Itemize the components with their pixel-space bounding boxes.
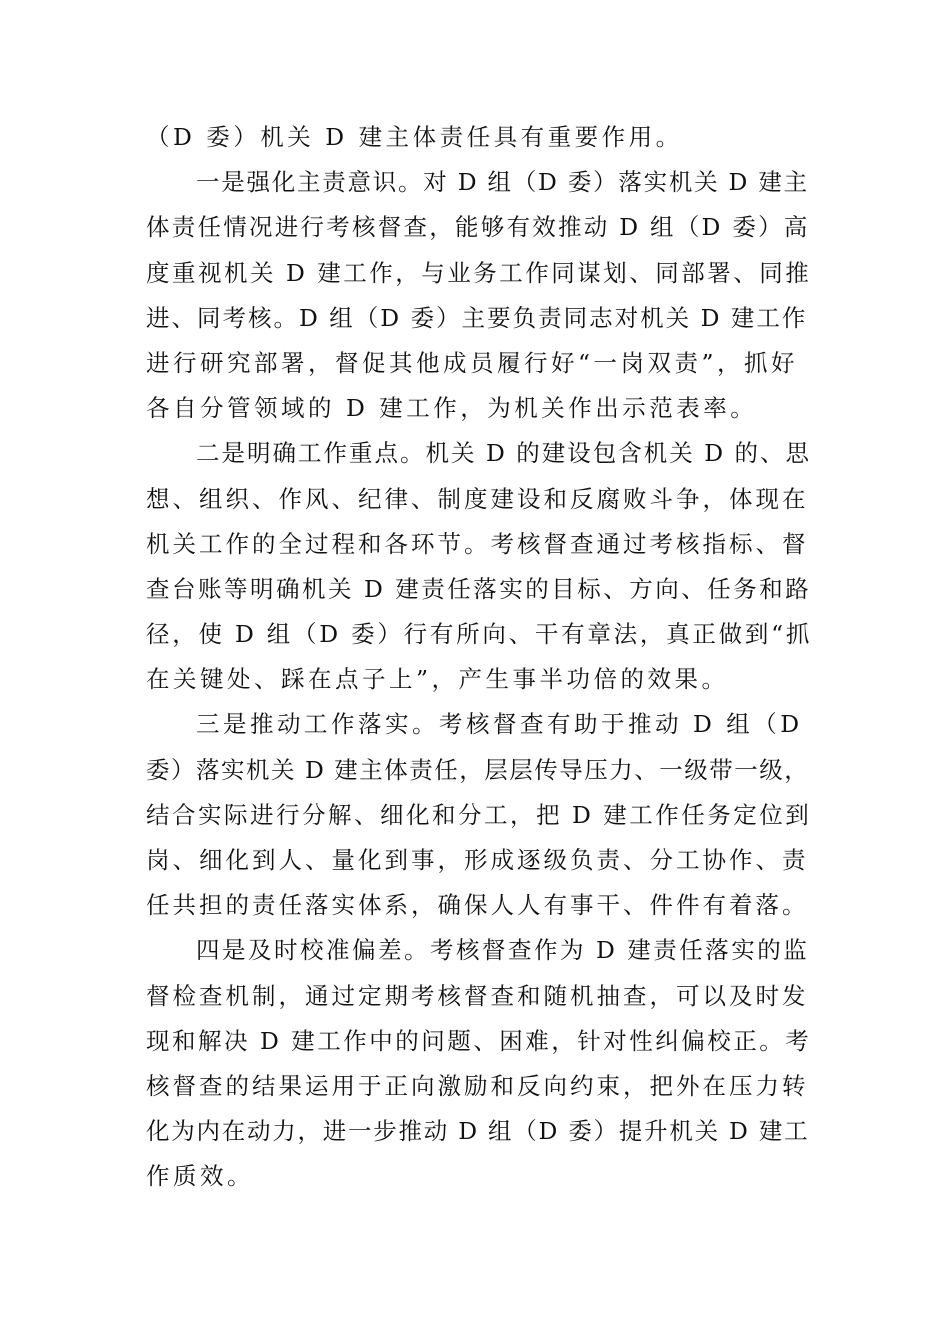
text-line: 进、同考核。D 组（D 委）主要负责同志对机关 D 建工作 bbox=[146, 303, 808, 332]
text-line: 进行研究部署，督促其他成员履行好“一岗双责”，抓好 bbox=[146, 348, 799, 377]
text-line: 任共担的责任落实体系，确保人人有事干、件件有着落。 bbox=[146, 891, 809, 920]
paragraph-first-line: 四是及时校准偏差。考核督查作为 D 建责任落实的监 bbox=[196, 936, 810, 965]
text-line: 在关键处、踩在点子上”，产生事半功倍的效果。 bbox=[146, 665, 729, 694]
document-body bbox=[146, 115, 814, 1200]
text-line: 现和解决 D 建工作中的问题、困难，针对性纠偏校正。考 bbox=[146, 1026, 812, 1055]
text-line: 度重视机关 D 建工作，与业务工作同谋划、同部署、同推 bbox=[146, 258, 812, 287]
text-line: 核督查的结果运用于正向激励和反向约束，把外在压力转 bbox=[146, 1071, 809, 1100]
text-line: 督检查机制，通过定期考核督查和随机抽查，可以及时发 bbox=[146, 981, 809, 1010]
text-line: 想、组织、作风、纪律、制度建设和反腐败斗争，体现在 bbox=[146, 484, 809, 513]
text-line: 结合实际进行分解、细化和分工，把 D 建工作任务定位到 bbox=[146, 800, 812, 829]
text-line: 查台账等明确机关 D 建责任落实的目标、方向、任务和路 bbox=[146, 574, 812, 603]
paragraph-first-line: 一是强化主责意识。对 D 组（D 委）落实机关 D 建主 bbox=[196, 168, 809, 197]
text-line: 委）落实机关 D 建主体责任，层层传导压力、一级带一级， bbox=[146, 755, 810, 784]
text-line: 径，使 D 组（D 委）行有所向、干有章法，真正做到“抓 bbox=[146, 620, 813, 649]
text-line: 各自分管领域的 D 建工作，为机关作出示范表率。 bbox=[146, 394, 758, 423]
paragraph-first-line: 三是推动工作落实。考核督查有助于推动 D 组（D bbox=[196, 710, 803, 739]
text-line: 岗、细化到人、量化到事，形成逐级负责、分工协作、责 bbox=[146, 846, 809, 874]
text-line: 体责任情况进行考核督查，能够有效推动 D 组（D 委）高 bbox=[146, 213, 810, 242]
text-line: 作质效。 bbox=[146, 1162, 254, 1191]
paragraph-first-line: 二是明确工作重点。机关 D 的建设包含机关 D 的、思 bbox=[196, 439, 812, 468]
text-line: （D 委）机关 D 建主体责任具有重要作用。 bbox=[146, 123, 683, 151]
text-line: 化为内在动力，进一步推动 D 组（D 委）提升机关 D 建工 bbox=[146, 1117, 810, 1146]
text-line: 机关工作的全过程和各环节。考核督查通过考核指标、督 bbox=[146, 529, 809, 558]
